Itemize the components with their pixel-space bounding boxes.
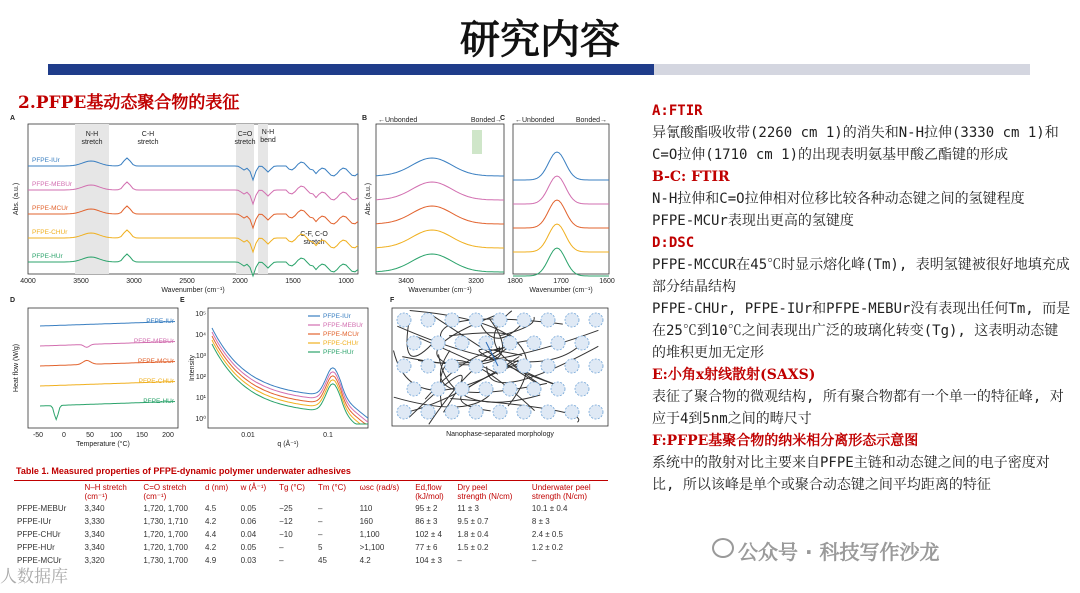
panel-f-domain [517,359,531,373]
panel-f-domain [479,382,493,396]
panel-a-annotation: C=O [237,131,253,138]
panel-d-series-label: PFPE-MCUr [137,358,174,365]
panel-f-domain [565,405,579,419]
table-cell: – [531,556,537,565]
panel-f-domain [517,405,531,419]
panel-f-domain [589,359,603,373]
panel-e-ylabel: Intensity [189,354,196,382]
panel-f-domain [445,405,459,419]
panel-f-domain [541,405,555,419]
table-header-cell: Tm (°C) [318,483,347,492]
table-cell: PFPE-HUr [17,543,55,552]
table-cell: 95 ± 2 [415,504,438,513]
table-header-cell: C=O stretch (cm⁻¹) [143,483,187,501]
section-heading: F:PFPE基聚合物的纳米相分离形态示意图 [652,433,919,449]
table-row [14,528,608,541]
table-cell: 1.2 ± 0.2 [531,543,563,552]
panel-a-xtick: 1500 [285,278,301,285]
table-row [14,515,608,528]
table-header-cell: ωsc (rad/s) [359,483,400,492]
watermark-left: 人数据库 [0,567,68,587]
panel-a-annotation: stretch [303,239,325,246]
table-cell: >1,100 [359,543,385,552]
table-row [14,502,608,515]
panel-e-ytick: 10² [195,374,206,381]
panel-d-xtick: 0 [62,432,66,439]
table-cell: 4.2 [205,543,217,552]
panel-d-series-label: PFPE-CHUr [138,378,174,385]
table-cell: 77 ± 6 [415,543,438,552]
table-cell: PFPE-MEBUr [17,504,67,513]
panel-f-domain [565,313,579,327]
panel-letter: B [362,115,368,122]
panel-e-xtick: 0.01 [241,432,255,439]
table-cell: 1,720, 1,700 [143,543,188,552]
panel-a-xtick: 4000 [20,278,36,285]
table-cell: 10.1 ± 0.4 [531,504,568,513]
panel-f-domain [469,313,483,327]
panel-a-xtick: 3000 [126,278,142,285]
table-cell: 104 ± 3 [415,556,442,565]
panel-c-xlabel: Wavenumber (cm⁻¹) [529,287,593,294]
table-cell: 11 ± 3 [457,504,479,513]
panel-b-bond-highlight [472,130,482,154]
table-title: Table 1. Measured properties of PFPE-dynamic polymer underwater adhesives [16,466,351,476]
table-header-cell [14,482,82,502]
panel-b-xlabel: Wavenumber (cm⁻¹) [408,287,472,294]
table-cell: 1.5 ± 0.2 [457,543,489,552]
section-body: 表征了聚合物的微观结构, 所有聚合物都有一个单一的特征峰, 对应于4到5nm之间的畴尺寸 [652,389,1064,427]
panel-e-legend-label: PFPE-CHUr [323,340,359,347]
panel-a-annotation: C-H [141,131,155,138]
panel-letter: F [390,297,395,304]
panel-b-xtick: 3200 [468,278,484,285]
table-cell: 1,730, 1,710 [143,517,188,526]
panel-f-domain [551,382,565,396]
panel-e-ytick: 10⁴ [195,332,206,339]
table-cell: 8 ± 3 [531,517,550,526]
panel-d-xtick: 150 [136,432,148,439]
panel-f-domain [445,313,459,327]
table-cell: 0.03 [240,556,257,565]
table-cell: PFPE-CHUr [17,530,61,539]
properties-table [14,482,608,567]
panel-a-annotation: C-F, C-O [300,231,328,238]
panel-f-domain [541,359,555,373]
panel-e-ytick: 10³ [195,353,206,360]
table-cell: 4.5 [205,504,217,513]
panel-e-ytick: 10⁵ [195,311,206,318]
panel-f-domain [431,336,445,350]
table-row [14,554,608,567]
panel-f-domain [469,359,483,373]
panel-a-xtick: 2000 [232,278,248,285]
panel-f-domain [589,313,603,327]
table-cell: 4.2 [359,556,371,565]
panel-f-domain [407,336,421,350]
table-cell: 3,340 [84,504,105,513]
panel-a-series-label: PFPE-HUr [32,253,63,260]
panel-e-legend-label: PFPE-IUr [323,313,351,320]
panel-b-xtick: 3400 [398,278,414,285]
panel-e-xtick: 0.1 [323,432,333,439]
panel-a-series-label: PFPE-MCUr [32,205,69,212]
table-cell: 86 ± 3 [415,517,438,526]
table-cell: – [318,504,323,513]
table-cell: 5 [318,543,323,552]
panel-a-xlabel: Wavenumber (cm⁻¹) [161,287,225,294]
panel-d-xlabel: Temperature (°C) [76,441,130,448]
table-header-cell: Dry peel strength (N/cm) [457,483,513,501]
panel-f-domain [493,313,507,327]
table-cell: 1,720, 1,700 [143,504,188,513]
table-cell: – [318,517,323,526]
table-cell: 3,330 [84,517,105,526]
panel-letter: C [500,115,506,122]
table-cell: 3,340 [84,530,105,539]
panel-a-annotation: bend [260,137,276,144]
panel-f-domain [527,382,541,396]
panel-f-domain [397,313,411,327]
table-cell: −25 [279,504,293,513]
section-body: 异氰酸酯吸收带(2260 cm 1)的消失和N-H拉伸(3330 cm 1)和C=O拉伸(1710 cm 1)的出现表明氨基甲酸乙酯键的形成 [652,125,1059,163]
panel-b-series-line [376,206,504,224]
panel-a-annotation: N-H [261,129,275,136]
panel-e-ytick: 10¹ [195,395,206,402]
table-cell: 1,100 [359,530,380,539]
panel-c-xtick: 1700 [553,278,569,285]
panel-e-series-line [212,344,368,424]
panel-c-series-line [513,152,609,180]
panel-letter: E [180,297,185,304]
section-body: PFPE-MCCUR在45℃时显示熔化峰(Tm), 表明氢键被很好地填充成部分结晶结构 [652,257,1070,295]
table-cell: 45 [318,556,327,565]
section-body: PFPE-CHUr, PFPE-IUr和PFPE-MEBUr没有表现出任何Tm, 而是在25℃到10℃之间表现出广泛的玻璃化转变(Tg), 这表明动态键的堆积更加无定形 [652,301,1071,361]
panel-f-domain [421,313,435,327]
panel-c-xtick: 1600 [599,278,615,285]
table-row [14,541,608,554]
panel-c-xtick: 1800 [507,278,523,285]
table-cell: 0.04 [240,530,257,539]
table-cell: – [279,556,284,565]
panel-a-xtick: 2500 [179,278,195,285]
table-cell: 0.05 [240,504,257,513]
panel-b-series-line [376,182,504,200]
panel-f-domain [407,382,421,396]
table-cell: 1,730, 1,700 [143,556,188,565]
title-underline-blue [48,64,654,75]
panel-f-domain [493,405,507,419]
table-body [14,502,608,567]
panel-f-caption: Nanophase-separated morphology [446,431,554,438]
table-cell: PFPE-IUr [17,517,52,526]
table-cell: 1.8 ± 0.4 [457,530,489,539]
panel-f-domain [541,313,555,327]
panel-a-annotation: stretch [137,139,159,146]
panel-d-series-label: PFPE-IUr [146,318,174,325]
table-cell: PFPE-MCUr [17,556,62,565]
table-rule-top [14,480,608,481]
figure-svg [10,112,615,452]
table-cell: 4.4 [205,530,217,539]
panel-a-shade-nhbend [258,124,268,274]
table-cell: −12 [279,517,293,526]
panel-a-annotation: N-H [85,131,99,138]
table-header-cell: Ed,flow (kJ/mol) [415,483,444,501]
panel-f-domain [469,405,483,419]
table-cell: 102 ± 4 [415,530,442,539]
panel-d-xtick: 100 [110,432,122,439]
panel-f-domain [421,359,435,373]
panel-f-domain [527,336,541,350]
section-body: N-H拉伸和C=O拉伸相对位移比较各种动态键之间的氢键程度 PFPE-MCUr表现出更高的氢键度 [652,191,1025,229]
table-cell: – [279,543,284,552]
section-heading: D:DSC [652,235,695,251]
panel-e-ytick: 10⁰ [195,416,206,423]
table-cell: 4.2 [205,517,217,526]
panel-f-domain [397,359,411,373]
table-cell: 3,340 [84,543,105,552]
table-cell: 0.05 [240,543,257,552]
panel-a-annotation: stretch [234,139,256,146]
panel-f-domain [455,382,469,396]
panel-a-annotation: stretch [81,139,103,146]
section-heading: B-C: FTIR [652,169,730,185]
panel-f-domain [503,336,517,350]
title-underline-gray [654,64,1030,75]
panel-b-series-line [376,230,504,248]
panel-d-xtick: -50 [32,432,44,439]
watermark-text: 公众号 · 科技写作沙龙 [738,540,940,564]
table-cell: – [457,556,462,565]
panel-e-legend-label: PFPE-HUr [323,349,354,356]
table-cell: −10 [279,530,293,539]
figure-composite [10,112,615,452]
panel-b-series-line [376,158,504,176]
table-header-cell: Tg (°C) [279,483,305,492]
panel-e-legend-label: PFPE-MEBUr [323,322,364,329]
table-cell: 9.5 ± 0.7 [457,517,489,526]
explanation-panel [652,100,1072,496]
panel-d-series-label: PFPE-HUr [143,398,174,405]
panel-f-domain [551,336,565,350]
panel-f-domain [589,405,603,419]
panel-f-domain [517,313,531,327]
table-cell: 110 [359,504,373,513]
table-header-cell: N–H stretch (cm⁻¹) [84,483,127,501]
panel-letter: A [10,115,16,122]
panel-b-left-note: ←Unbonded [378,117,418,124]
table-header-row [14,482,608,502]
panel-d-xtick: 50 [86,432,94,439]
panel-f-domain [575,336,589,350]
panel-f-domain [575,382,589,396]
panel-e-xlabel: q (Å⁻¹) [277,441,299,448]
panel-f-domain [421,405,435,419]
panel-a-series-label: PFPE-MEBUr [32,181,73,188]
section-body: 系统中的散射对比主要来自PFPE主链和动态键之间的电子密度对比, 所以该峰是单个或聚合动态键之间平均距离的特征 [652,455,1050,493]
panel-f-d-label: d [496,347,501,354]
panel-f-domain [445,359,459,373]
table-cell: 1,720, 1,700 [143,530,188,539]
properties-table-block [10,462,612,584]
panel-b-series-line [376,254,504,272]
panel-d-xtick: 200 [162,432,174,439]
panel-c-left-note: ←Unbonded [515,117,555,124]
panel-a-shade-nh [75,124,109,274]
panel-b-right-note: Bonded→ [470,117,502,124]
table-cell: 4.9 [205,556,217,565]
panel-a-xtick: 1000 [338,278,354,285]
panel-d-series-label: PFPE-MEBUr [133,338,174,345]
panel-letter: D [10,297,16,304]
table-cell: – [318,530,323,539]
panel-c-right-note: Bonded→ [575,117,607,124]
table-header-cell: w (Å⁻¹) [240,483,267,492]
wechat-icon [712,538,734,558]
table-cell: 160 [359,517,373,526]
table-cell: 3,320 [84,556,105,565]
section-heading: A:FTIR [652,103,703,119]
panel-f-domain [431,382,445,396]
panel-a-series-label: PFPE-CHUr [32,229,68,236]
panel-f-domain [503,382,517,396]
section-subtitle: 2.PFPE基动态聚合物的表征 [18,93,240,113]
table-cell: 2.4 ± 0.5 [531,530,563,539]
panel-a-series-label: PFPE-IUr [32,157,60,164]
page-title: 研究内容 [460,17,620,63]
table-cell: 0.06 [240,517,257,526]
panel-f-domain [455,336,469,350]
panel-d-ylabel: Heat flow (W/g) [13,343,20,393]
table-header-cell: d (nm) [205,483,229,492]
panel-b-ylabel: Abs. (a.u.) [365,182,372,216]
panel-f-domain [565,359,579,373]
table-header-cell: Underwater peel strength (N/cm) [531,483,591,501]
section-heading: E:小角x射线散射(SAXS) [652,367,816,383]
panel-a-xtick: 3500 [73,278,89,285]
panel-e-legend-label: PFPE-MCUr [323,331,360,338]
panel-a-ylabel: Abs. (a.u.) [13,182,20,216]
panel-f-domain [397,405,411,419]
